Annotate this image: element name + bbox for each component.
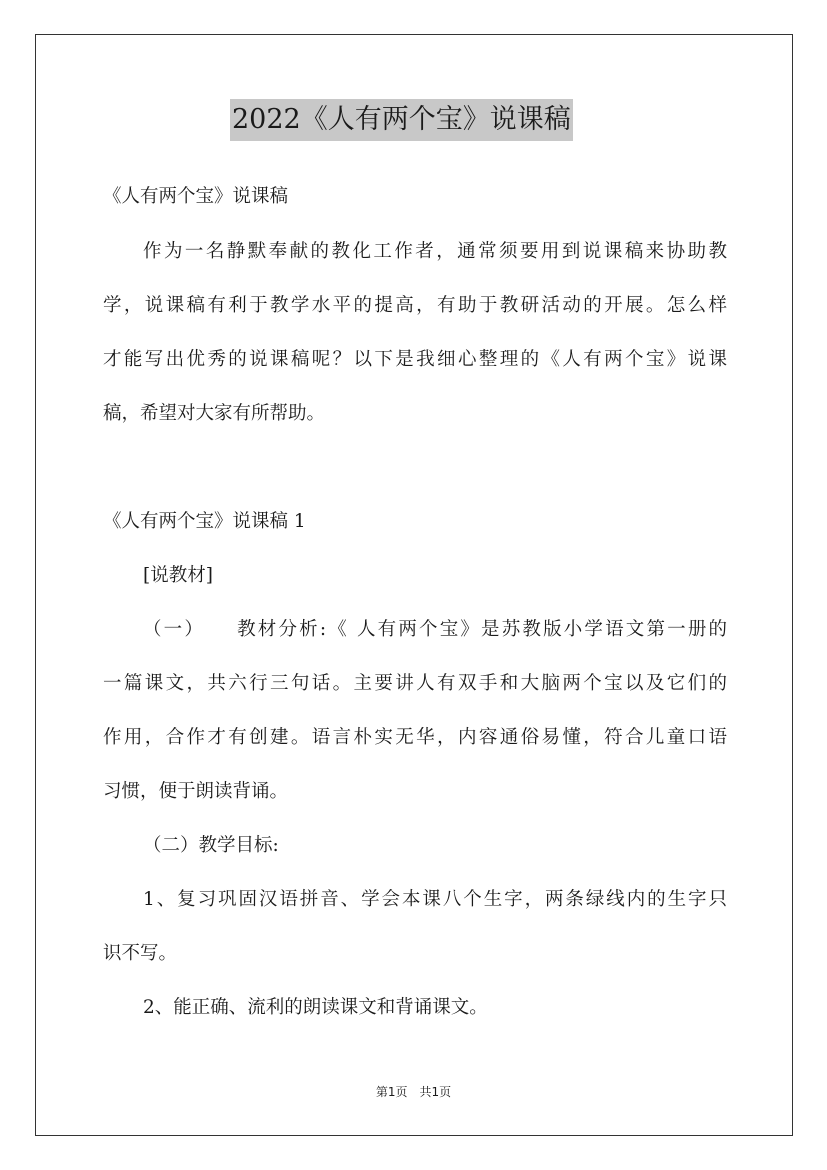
part1-line-1: （一） 教材分析:《 人有两个宝》是苏教版小学语文第一册的 (143, 619, 727, 640)
sub-heading: [说教材] (143, 565, 213, 586)
intro-line-1: 作为一名静默奉献的教化工作者，通常须要用到说课稿来协助教 (143, 241, 727, 262)
intro-line-3: 才能写出优秀的说课稿呢？以下是我细心整理的《人有两个宝》说课 (103, 349, 727, 370)
goal2-line: 2、能正确、流利的朗读课文和背诵课文。 (143, 997, 488, 1018)
goal1-line-1: 1、复习巩固汉语拼音、学会本课八个生字，两条绿线内的生字只 (143, 889, 727, 910)
part1-line-2: 一篇课文，共六行三句话。主要讲人有双手和大脑两个宝以及它们的 (103, 673, 727, 694)
intro-line-4: 稿，希望对大家有所帮助。 (103, 403, 326, 424)
subtitle: 《人有两个宝》说课稿 (103, 186, 289, 207)
intro-line-2: 学，说课稿有利于教学水平的提高，有助于教研活动的开展。怎么样 (103, 295, 727, 316)
part1-line-3: 作用，合作才有创建。语言朴实无华，内容通俗易懂，符合儿童口语 (103, 727, 727, 748)
section-heading: 《人有两个宝》说课稿 1 (103, 511, 306, 532)
document-title: 2022《人有两个宝》说课稿 (230, 99, 573, 141)
goal1-line-2: 识不写。 (103, 943, 178, 964)
part1-line-4: 习惯，便于朗读背诵。 (103, 781, 289, 802)
page-footer: 第1页 共1页 (375, 1085, 452, 1099)
part2-heading: （二）教学目标: (143, 835, 279, 856)
